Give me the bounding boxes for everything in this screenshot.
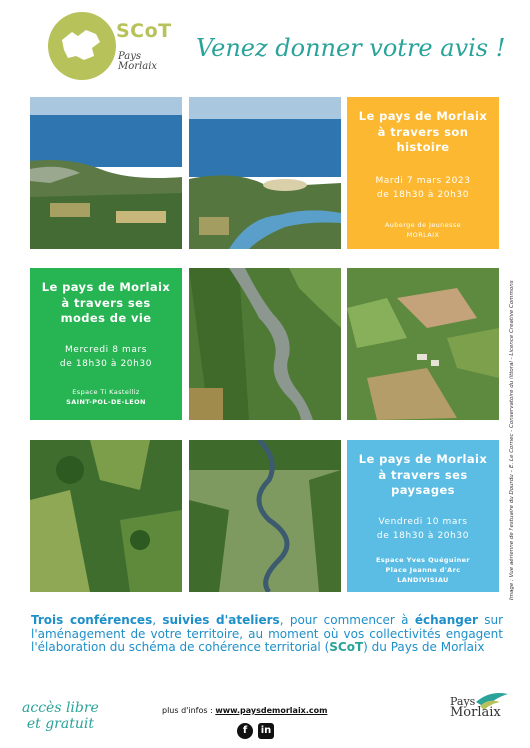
intro-text: , pour commencer à bbox=[279, 613, 415, 627]
logo-morlaix-text: Morlaix bbox=[118, 61, 158, 72]
event-card-histoire bbox=[347, 97, 499, 249]
card-time: de 18h30 à 20h30 bbox=[376, 530, 470, 541]
aerial-photo-coast bbox=[30, 97, 182, 249]
card-venue-address: Place Jeanne d'Arc bbox=[385, 565, 461, 574]
map-icon bbox=[48, 12, 116, 80]
card-time: de 18h30 à 20h30 bbox=[59, 358, 153, 369]
intro-echanger: échanger bbox=[414, 613, 478, 627]
card-title-line: Le pays de Morlaix bbox=[358, 109, 488, 123]
acces-line: accès libre bbox=[22, 700, 99, 716]
card-title-line: à travers ses bbox=[378, 467, 468, 482]
aerial-photo-river bbox=[189, 268, 341, 420]
headline: Venez donner votre avis ! bbox=[196, 34, 506, 62]
aerial-photo-marsh bbox=[189, 440, 341, 592]
acces-line: et gratuit bbox=[26, 716, 94, 732]
card-title-line: à travers ses bbox=[61, 295, 151, 310]
website-link[interactable]: www.paysdemorlaix.com bbox=[215, 706, 328, 715]
facebook-icon[interactable]: f bbox=[237, 723, 253, 739]
card-title-line: Le pays de Morlaix bbox=[358, 452, 488, 466]
card-venue: Auberge de Jeunesse bbox=[384, 220, 462, 229]
card-date: Vendredi 10 mars bbox=[378, 516, 468, 527]
card-title-line: Le pays de Morlaix bbox=[41, 280, 171, 294]
card-title-line: modes de vie bbox=[60, 311, 152, 325]
intro-scot: SCoT bbox=[329, 640, 364, 654]
scot-logo-circle bbox=[48, 12, 116, 80]
intro-ateliers: suivies d'ateliers bbox=[162, 613, 280, 627]
card-title-line: à travers son bbox=[377, 124, 469, 139]
card-title-line: histoire bbox=[396, 140, 450, 154]
card-city: SAINT-POL-DE-LEON bbox=[66, 397, 146, 406]
more-info bbox=[162, 706, 327, 715]
intro-paragraph bbox=[31, 614, 503, 655]
intro-text: sur l'aménagement de votre territoire, au moment où vos collectivités engagent l'élaboration du schéma de cohérence territorial ( bbox=[31, 613, 504, 654]
footer-logo-pays: Pays bbox=[450, 695, 476, 708]
intro-text: , bbox=[152, 613, 163, 627]
more-info-label: plus d'infos : bbox=[162, 706, 216, 715]
card-time: de 18h30 à 20h30 bbox=[376, 189, 470, 200]
pays-morlaix-logo bbox=[118, 52, 157, 72]
aerial-photo-estuary bbox=[189, 97, 341, 249]
card-date: Mardi 7 mars 2023 bbox=[375, 175, 471, 186]
card-venue: Espace Yves Quéguiner bbox=[375, 555, 471, 564]
intro-text: ) du Pays de Morlaix bbox=[363, 640, 485, 654]
linkedin-icon[interactable]: in bbox=[258, 723, 274, 739]
card-date: Mercredi 8 mars bbox=[64, 344, 148, 355]
photo-credit: Image : Vue aérienne de l'estuaire du Dourdu – E. Le Cornec - Conservatoire du littoral - Licence Creative Commons bbox=[509, 280, 515, 600]
aerial-photo-fields bbox=[30, 440, 182, 592]
card-city: LANDIVISIAU bbox=[397, 575, 449, 584]
acces-libre bbox=[22, 700, 99, 732]
card-venue: Espace Ti Kastelliz bbox=[72, 387, 140, 396]
aerial-photo-farmland bbox=[347, 268, 499, 420]
intro-conferences: Trois conférences bbox=[31, 613, 153, 627]
pays-morlaix-footer-logo bbox=[446, 688, 516, 732]
event-card-modes-de-vie bbox=[30, 268, 182, 420]
scot-logo-text: SCoT bbox=[116, 20, 172, 42]
footer-logo-morlaix: Morlaix bbox=[450, 705, 501, 720]
card-city: MORLAIX bbox=[406, 230, 440, 239]
logo-pays-text: Pays bbox=[118, 51, 142, 62]
event-card-paysages bbox=[347, 440, 499, 592]
card-title-line: paysages bbox=[391, 483, 455, 497]
